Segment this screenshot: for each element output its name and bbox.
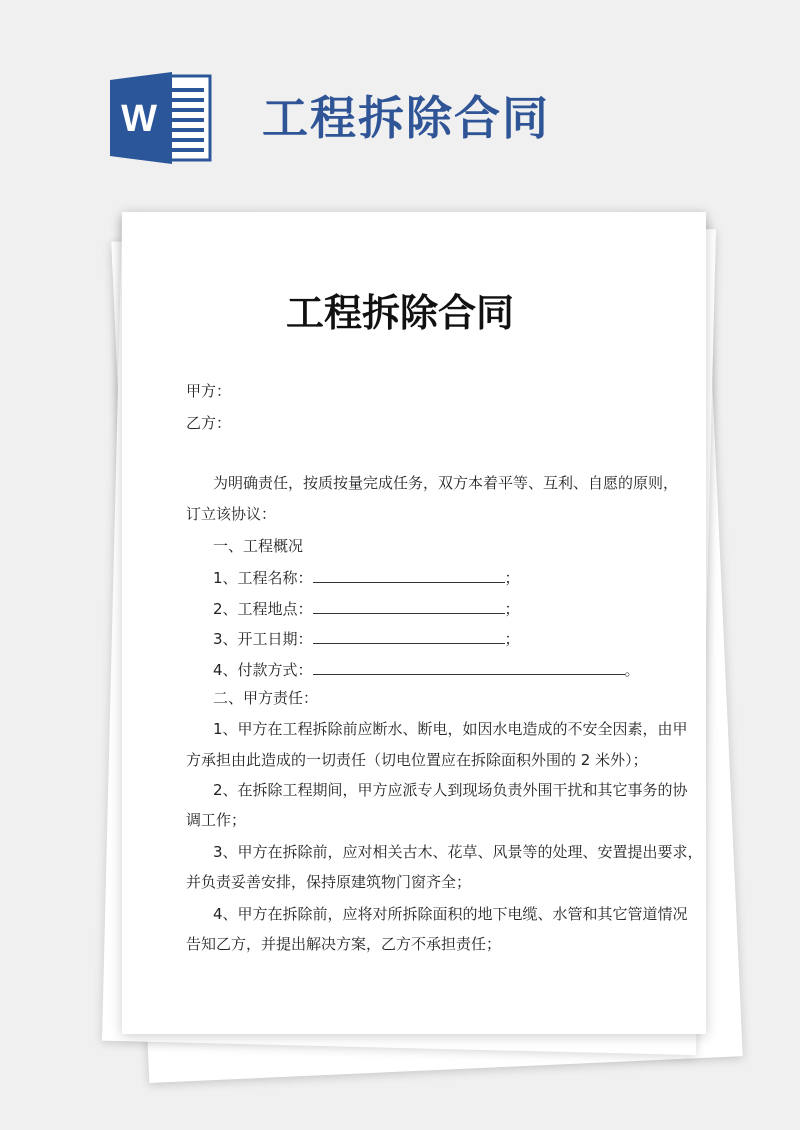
party-a-label: 甲方：: [186, 382, 232, 400]
intro-paragraph-line-1: 为明确责任，按质按量完成任务，双方本着平等、互利、自愿的原则，: [213, 474, 679, 492]
field-end: ；: [504, 600, 520, 618]
clause-line: 3、甲方在拆除前，应对相关古木、花草、风景等的处理、安置提出要求，: [213, 843, 703, 861]
fill-in-blank[interactable]: [313, 598, 505, 614]
party-b-label: 乙方：: [186, 414, 232, 432]
field-label: 4、付款方式：: [213, 661, 313, 679]
section-2-heading: 二、甲方责任：: [213, 689, 319, 707]
clause-line: 告知乙方，并提出解决方案，乙方不承担责任；: [186, 935, 502, 953]
field-label: 3、开工日期：: [213, 630, 313, 648]
field-end: 。: [624, 661, 640, 679]
field-label: 2、工程地点：: [213, 600, 313, 618]
header-title: 工程拆除合同: [262, 91, 550, 145]
clause-line: 4、甲方在拆除前，应将对所拆除面积的地下电缆、水管和其它管道情况: [213, 905, 688, 923]
field-payment-method: [213, 659, 640, 680]
intro-paragraph-line-2: 订立该协议：: [186, 505, 277, 523]
clause-line: 并负责妥善安排，保持原建筑物门窗齐全；: [186, 873, 472, 891]
clause-line: 1、甲方在工程拆除前应断水、断电，如因水电造成的不安全因素，由甲: [213, 720, 688, 738]
document-title: 工程拆除合同: [285, 291, 514, 335]
clause-line: 方承担由此造成的一切责任（切电位置应在拆除面积外围的 2 米外）；: [186, 751, 648, 769]
word-logo-letter: W: [121, 98, 157, 140]
field-end: ；: [504, 630, 520, 648]
clause-line: 2、在拆除工程期间，甲方应派专人到现场负责外围干扰和其它事务的协: [213, 781, 688, 799]
fill-in-blank[interactable]: [313, 659, 625, 675]
field-start-date: [213, 628, 520, 649]
field-project-name: [213, 567, 520, 588]
word-document-icon: [110, 72, 212, 164]
fill-in-blank[interactable]: [313, 628, 505, 644]
field-end: ；: [504, 569, 520, 587]
fill-in-blank[interactable]: [313, 567, 505, 583]
field-project-location: [213, 598, 520, 619]
clause-line: 调工作；: [186, 811, 247, 829]
header-banner: [0, 0, 800, 210]
field-label: 1、工程名称：: [213, 569, 313, 587]
section-1-heading: 一、工程概况: [213, 537, 304, 555]
